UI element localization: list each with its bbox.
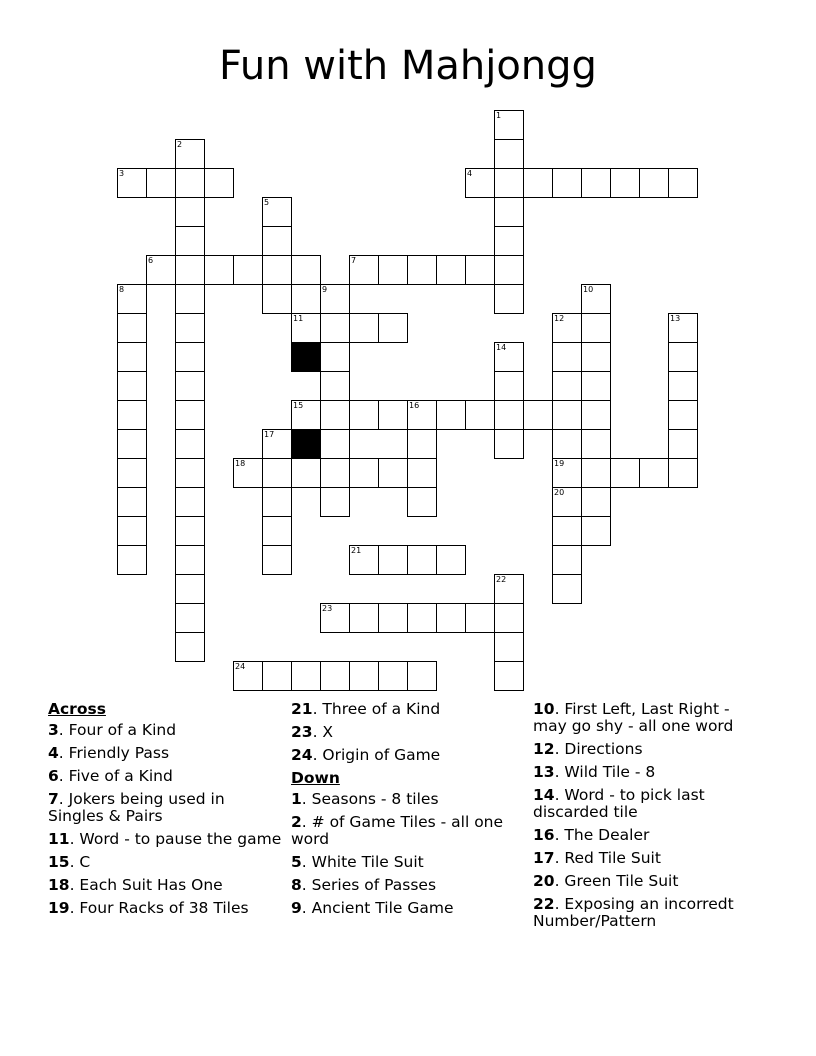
grid-cell[interactable] xyxy=(175,197,205,227)
clue-item xyxy=(533,850,763,867)
clue-item xyxy=(48,854,283,871)
grid-cell[interactable] xyxy=(175,255,205,285)
grid-cell[interactable] xyxy=(378,545,408,575)
grid-cell[interactable] xyxy=(320,603,350,633)
grid-cell[interactable] xyxy=(175,603,205,633)
grid-cell[interactable] xyxy=(581,400,611,430)
cell-number: 23 xyxy=(322,604,333,613)
grid-cell[interactable] xyxy=(204,168,234,198)
grid-cell[interactable] xyxy=(378,458,408,488)
cell-number: 10 xyxy=(583,285,594,294)
cell-number: 3 xyxy=(119,169,125,178)
clue-text: . Each Suit Has One xyxy=(69,876,223,894)
grid-cell[interactable] xyxy=(407,458,437,488)
clue-number: 15 xyxy=(48,853,70,871)
clue-item xyxy=(291,747,516,764)
grid-cell[interactable] xyxy=(378,603,408,633)
across-clue-list-continued xyxy=(291,701,516,764)
grid-cell[interactable] xyxy=(494,197,524,227)
grid-cell[interactable] xyxy=(291,400,321,430)
down-heading: Down xyxy=(291,769,340,787)
grid-cell[interactable] xyxy=(262,458,292,488)
grid-cell[interactable] xyxy=(175,400,205,430)
grid-cell[interactable] xyxy=(320,400,350,430)
grid-cell[interactable] xyxy=(262,516,292,546)
clue-number: 21 xyxy=(291,700,313,718)
clue-text: . White Tile Suit xyxy=(301,853,424,871)
grid-cell[interactable] xyxy=(552,516,582,546)
clue-column-1 xyxy=(48,701,283,923)
clue-text: . Series of Passes xyxy=(301,876,437,894)
grid-cell[interactable] xyxy=(668,458,698,488)
clue-item xyxy=(48,877,283,894)
grid-cell[interactable] xyxy=(552,342,582,372)
clue-item xyxy=(48,831,283,848)
grid-cell[interactable] xyxy=(175,545,205,575)
clue-text: . X xyxy=(312,723,334,741)
grid-cell[interactable] xyxy=(262,255,292,285)
clue-text: . Five of a Kind xyxy=(58,767,173,785)
clue-item xyxy=(291,724,516,741)
grid-cell[interactable] xyxy=(465,255,495,285)
clue-item xyxy=(291,877,516,894)
cell-number: 22 xyxy=(496,575,507,584)
grid-cell[interactable] xyxy=(610,168,640,198)
cell-number: 15 xyxy=(293,401,304,410)
grid-cell[interactable] xyxy=(581,429,611,459)
across-heading: Across xyxy=(48,700,106,718)
grid-cell[interactable] xyxy=(407,429,437,459)
grid-cell[interactable] xyxy=(146,255,176,285)
clue-column-3 xyxy=(533,701,763,936)
grid-cell[interactable] xyxy=(436,603,466,633)
grid-cell[interactable] xyxy=(552,487,582,517)
clue-number: 8 xyxy=(291,876,302,894)
grid-cell[interactable] xyxy=(175,168,205,198)
grid-cell[interactable] xyxy=(494,632,524,662)
grid-cell[interactable] xyxy=(175,429,205,459)
clue-item xyxy=(533,787,763,821)
grid-cell[interactable] xyxy=(436,255,466,285)
clue-text: . Four of a Kind xyxy=(58,721,177,739)
grid-cell[interactable] xyxy=(262,545,292,575)
grid-cell[interactable] xyxy=(146,168,176,198)
clue-number: 16 xyxy=(533,826,555,844)
grid-cell[interactable] xyxy=(494,342,524,372)
clue-item xyxy=(48,745,283,762)
grid-cell[interactable] xyxy=(117,313,147,343)
grid-cell[interactable] xyxy=(117,487,147,517)
grid-cell[interactable] xyxy=(378,400,408,430)
clue-item xyxy=(291,814,516,848)
grid-cell[interactable] xyxy=(581,168,611,198)
clue-number: 14 xyxy=(533,786,555,804)
grid-cell[interactable] xyxy=(494,429,524,459)
grid-cell[interactable] xyxy=(407,255,437,285)
grid-cell[interactable] xyxy=(320,371,350,401)
grid-cell[interactable] xyxy=(175,458,205,488)
clue-number: 24 xyxy=(291,746,313,764)
cell-number: 6 xyxy=(148,256,154,265)
clue-number: 2 xyxy=(291,813,302,831)
grid-cell[interactable] xyxy=(117,400,147,430)
clue-item xyxy=(533,873,763,890)
clue-text: . Red Tile Suit xyxy=(554,849,661,867)
clue-item xyxy=(48,768,283,785)
black-square xyxy=(291,342,321,372)
grid-cell[interactable] xyxy=(291,255,321,285)
grid-cell[interactable] xyxy=(233,661,263,691)
grid-cell[interactable] xyxy=(552,458,582,488)
clue-item xyxy=(533,741,763,758)
grid-cell[interactable] xyxy=(581,371,611,401)
grid-cell[interactable] xyxy=(407,545,437,575)
grid-cell[interactable] xyxy=(581,487,611,517)
clue-item xyxy=(533,827,763,844)
grid-cell[interactable] xyxy=(349,603,379,633)
down-clue-list xyxy=(291,791,516,917)
clue-text: . Ancient Tile Game xyxy=(301,899,454,917)
cell-number: 7 xyxy=(351,256,357,265)
grid-cell[interactable] xyxy=(349,458,379,488)
clue-text: . Word - to pick last discarded tile xyxy=(533,786,705,821)
cell-number: 21 xyxy=(351,546,362,555)
grid-cell[interactable] xyxy=(465,400,495,430)
clue-number: 1 xyxy=(291,790,302,808)
grid-cell[interactable] xyxy=(262,661,292,691)
grid-cell[interactable] xyxy=(552,400,582,430)
grid-cell[interactable] xyxy=(262,429,292,459)
clue-number: 13 xyxy=(533,763,555,781)
clue-item xyxy=(48,722,283,739)
grid-cell[interactable] xyxy=(175,226,205,256)
clue-text: . Exposing an incorredt Number/Pattern xyxy=(533,895,734,930)
clue-number: 6 xyxy=(48,767,59,785)
grid-cell[interactable] xyxy=(349,545,379,575)
clue-item xyxy=(533,701,763,735)
clue-number: 17 xyxy=(533,849,555,867)
grid-cell[interactable] xyxy=(291,458,321,488)
grid-cell[interactable] xyxy=(233,255,263,285)
grid-cell[interactable] xyxy=(668,400,698,430)
clue-item xyxy=(48,791,283,825)
clue-item xyxy=(533,896,763,930)
grid-cell[interactable] xyxy=(552,371,582,401)
cell-number: 11 xyxy=(293,314,304,323)
grid-cell[interactable] xyxy=(175,516,205,546)
grid-cell[interactable] xyxy=(117,429,147,459)
clue-text: . Origin of Game xyxy=(312,746,441,764)
grid-cell[interactable] xyxy=(117,342,147,372)
clue-text: . Directions xyxy=(554,740,643,758)
grid-cell[interactable] xyxy=(465,603,495,633)
grid-cell[interactable] xyxy=(668,371,698,401)
grid-cell[interactable] xyxy=(668,342,698,372)
grid-cell[interactable] xyxy=(349,400,379,430)
grid-cell[interactable] xyxy=(117,545,147,575)
grid-cell[interactable] xyxy=(175,313,205,343)
grid-cell[interactable] xyxy=(639,458,669,488)
cell-number: 18 xyxy=(235,459,246,468)
grid-cell[interactable] xyxy=(668,313,698,343)
clue-text: . Seasons - 8 tiles xyxy=(301,790,439,808)
grid-cell[interactable] xyxy=(581,342,611,372)
grid-cell[interactable] xyxy=(494,371,524,401)
grid-cell[interactable] xyxy=(378,661,408,691)
clue-text: . Four Racks of 38 Tiles xyxy=(69,899,249,917)
clue-item xyxy=(291,791,516,808)
grid-cell[interactable] xyxy=(639,168,669,198)
grid-cell[interactable] xyxy=(494,139,524,169)
grid-cell[interactable] xyxy=(320,487,350,517)
grid-cell[interactable] xyxy=(552,313,582,343)
grid-cell[interactable] xyxy=(175,487,205,517)
clue-item xyxy=(48,900,283,917)
grid-cell[interactable] xyxy=(494,661,524,691)
grid-cell[interactable] xyxy=(523,400,553,430)
grid-cell[interactable] xyxy=(175,371,205,401)
grid-cell[interactable] xyxy=(320,284,350,314)
grid-cell[interactable] xyxy=(610,458,640,488)
grid-cell[interactable] xyxy=(175,574,205,604)
grid-cell[interactable] xyxy=(233,458,263,488)
grid-cell[interactable] xyxy=(494,574,524,604)
grid-cell[interactable] xyxy=(407,661,437,691)
grid-cell[interactable] xyxy=(262,197,292,227)
grid-cell[interactable] xyxy=(494,255,524,285)
grid-cell[interactable] xyxy=(291,661,321,691)
grid-cell[interactable] xyxy=(494,603,524,633)
clue-item xyxy=(291,701,516,718)
grid-cell[interactable] xyxy=(262,226,292,256)
clue-number: 4 xyxy=(48,744,59,762)
cell-number: 19 xyxy=(554,459,565,468)
grid-cell[interactable] xyxy=(407,487,437,517)
grid-cell[interactable] xyxy=(117,284,147,314)
clue-number: 23 xyxy=(291,723,313,741)
grid-cell[interactable] xyxy=(320,458,350,488)
grid-cell[interactable] xyxy=(349,255,379,285)
grid-cell[interactable] xyxy=(320,429,350,459)
grid-cell[interactable] xyxy=(175,342,205,372)
clue-text: . Three of a Kind xyxy=(312,700,441,718)
clue-item xyxy=(291,900,516,917)
grid-cell[interactable] xyxy=(581,458,611,488)
clue-number: 12 xyxy=(533,740,555,758)
clue-number: 3 xyxy=(48,721,59,739)
grid-cell[interactable] xyxy=(175,632,205,662)
grid-cell[interactable] xyxy=(407,603,437,633)
grid-cell[interactable] xyxy=(494,168,524,198)
clue-number: 18 xyxy=(48,876,70,894)
cell-number: 8 xyxy=(119,285,125,294)
grid-cell[interactable] xyxy=(117,371,147,401)
grid-cell[interactable] xyxy=(262,487,292,517)
cell-number: 1 xyxy=(496,111,502,120)
cell-number: 17 xyxy=(264,430,275,439)
clue-column-2 xyxy=(291,701,516,923)
grid-cell[interactable] xyxy=(117,516,147,546)
clue-text: . Word - to pause the game xyxy=(69,830,282,848)
cell-number: 16 xyxy=(409,401,420,410)
cell-number: 20 xyxy=(554,488,565,497)
clue-number: 22 xyxy=(533,895,555,913)
grid-cell[interactable] xyxy=(378,313,408,343)
grid-cell[interactable] xyxy=(320,313,350,343)
down-clue-list-continued xyxy=(533,701,763,930)
grid-cell[interactable] xyxy=(494,110,524,140)
grid-cell[interactable] xyxy=(581,284,611,314)
grid-cell[interactable] xyxy=(291,313,321,343)
across-clue-list xyxy=(48,722,283,917)
cell-number: 2 xyxy=(177,140,183,149)
clue-number: 5 xyxy=(291,853,302,871)
clue-number: 20 xyxy=(533,872,555,890)
grid-cell[interactable] xyxy=(378,255,408,285)
clue-item xyxy=(533,764,763,781)
clue-text: . Friendly Pass xyxy=(58,744,170,762)
puzzle-title: Fun with Mahjongg xyxy=(219,43,597,89)
grid-cell[interactable] xyxy=(436,545,466,575)
clue-number: 10 xyxy=(533,700,555,718)
clue-text: . C xyxy=(69,853,91,871)
grid-cell[interactable] xyxy=(581,516,611,546)
clue-text: . Wild Tile - 8 xyxy=(554,763,656,781)
clue-text: . # of Game Tiles - all one word xyxy=(291,813,504,848)
cell-number: 5 xyxy=(264,198,270,207)
cell-number: 24 xyxy=(235,662,246,671)
clue-number: 9 xyxy=(291,899,302,917)
cell-number: 12 xyxy=(554,314,565,323)
grid-cell[interactable] xyxy=(552,168,582,198)
grid-cell[interactable] xyxy=(494,226,524,256)
grid-cell[interactable] xyxy=(407,400,437,430)
cell-number: 13 xyxy=(670,314,681,323)
grid-cell[interactable] xyxy=(552,574,582,604)
grid-cell[interactable] xyxy=(668,429,698,459)
grid-cell[interactable] xyxy=(552,429,582,459)
clue-text: . First Left, Last Right - may go shy - all one word xyxy=(533,700,734,735)
grid-cell[interactable] xyxy=(320,661,350,691)
grid-cell[interactable] xyxy=(175,139,205,169)
cell-number: 14 xyxy=(496,343,507,352)
grid-cell[interactable] xyxy=(494,284,524,314)
grid-cell[interactable] xyxy=(349,661,379,691)
clue-number: 7 xyxy=(48,790,59,808)
grid-cell[interactable] xyxy=(494,400,524,430)
grid-cell[interactable] xyxy=(552,545,582,575)
grid-cell[interactable] xyxy=(465,168,495,198)
clue-number: 19 xyxy=(48,899,70,917)
grid-cell[interactable] xyxy=(349,313,379,343)
clue-text: . Jokers being used in Singles & Pairs xyxy=(48,790,225,825)
clue-number: 11 xyxy=(48,830,70,848)
clue-text: . The Dealer xyxy=(554,826,650,844)
grid-cell[interactable] xyxy=(436,400,466,430)
grid-cell[interactable] xyxy=(581,313,611,343)
grid-cell[interactable] xyxy=(320,342,350,372)
grid-cell[interactable] xyxy=(262,284,292,314)
clue-item xyxy=(291,854,516,871)
grid-cell[interactable] xyxy=(117,458,147,488)
grid-cell[interactable] xyxy=(117,168,147,198)
grid-cell[interactable] xyxy=(204,255,234,285)
grid-cell[interactable] xyxy=(175,284,205,314)
cell-number: 9 xyxy=(322,285,328,294)
grid-cell[interactable] xyxy=(668,168,698,198)
grid-cell[interactable] xyxy=(523,168,553,198)
cell-number: 4 xyxy=(467,169,473,178)
clue-text: . Green Tile Suit xyxy=(554,872,679,890)
black-square xyxy=(291,429,321,459)
